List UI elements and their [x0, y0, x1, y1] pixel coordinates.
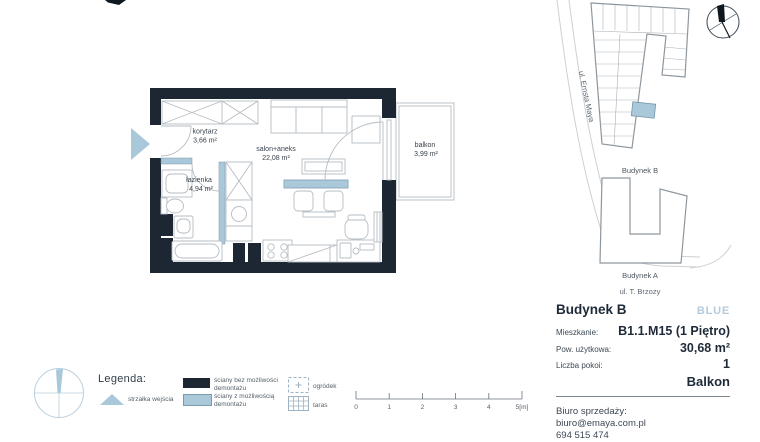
room-label-salon: salon+aneks [256, 146, 296, 153]
floor-plan [125, 82, 460, 278]
info-stage-badge: BLUE [696, 305, 730, 317]
map-label-budynek-b: Budynek B [621, 166, 659, 175]
washbasin [174, 216, 193, 238]
legend-fixed-wall-swatch [183, 378, 210, 388]
street-label-brzozy: ul. T. Brzozy [619, 287, 661, 296]
legend-removable-wall-swatch [183, 394, 212, 406]
unit-info-panel [556, 302, 730, 442]
sales-office-email: biuro@emaya.com.pl [556, 417, 646, 429]
building-a-outline [600, 178, 687, 263]
legend-title: Legenda: [98, 373, 147, 385]
sofa [271, 100, 347, 133]
legend-garden-icon [288, 377, 309, 393]
legend-entrance-arrow-label: strzałka wejścia [128, 396, 174, 403]
bathtub [172, 241, 222, 261]
info-row-pokoje [556, 357, 730, 371]
scale-tick-2: 2 [420, 404, 425, 411]
sideboard [302, 159, 345, 174]
kitchen-counter [226, 200, 252, 241]
room-area-korytarz: 3,66 m² [193, 137, 217, 145]
info-row-label: Pow. użytkowa: [556, 344, 612, 354]
bed [288, 245, 337, 262]
site-map [545, 0, 760, 300]
room-area-balkon: 3,99 m² [414, 151, 438, 158]
legend-entrance-arrow-icon [99, 393, 125, 406]
sales-office-phone: 694 515 474 [556, 430, 609, 442]
info-row-mieszkanie [556, 324, 730, 338]
chairs [294, 191, 343, 217]
wardrobe [162, 101, 258, 124]
entrance-door [161, 126, 191, 156]
map-label-budynek-a: Budynek A [622, 271, 658, 280]
room-area-lazienka: 4,94 m² [189, 186, 213, 193]
scale-tick-3: 3 [453, 404, 458, 411]
info-divider [556, 396, 730, 397]
legend-garden-label: ogródek [313, 383, 337, 390]
north-arrow-icon [707, 4, 739, 38]
armchair [352, 116, 380, 143]
legend-terrace-label: taras [313, 402, 328, 409]
info-row-label: Liczba pokoi: [556, 361, 603, 371]
toilet [161, 198, 184, 214]
sales-office-label: Biuro sprzedaży: [556, 405, 627, 417]
room-label-korytarz: korytarz [192, 128, 218, 136]
street-label-ernsta-maya: ul. Ernsta Maya [576, 70, 597, 123]
info-row-label: Mieszkanie: [556, 328, 599, 337]
info-building-title: Budynek B [556, 302, 627, 317]
scale-tick-0: 0 [354, 404, 358, 411]
logo-fragment [100, 0, 132, 8]
legend-compass-icon [33, 367, 87, 421]
info-row-balkon [556, 374, 730, 389]
scale-bar [350, 386, 530, 414]
legend-terrace-icon [288, 396, 309, 411]
info-row-value: 30,68 m² [679, 340, 730, 355]
highlighted-unit [631, 102, 655, 118]
info-row-value: Balkon [686, 373, 730, 389]
info-row-value: 1 [723, 357, 730, 372]
room-label-lazienka: łazienka [186, 177, 212, 184]
info-row-powierzchnia [556, 341, 730, 355]
scale-tick-4: 4 [486, 404, 491, 411]
room-area-salon: 22,08 m² [262, 155, 290, 162]
legend-removable-wall-label: ściany z możliwością demontażu [214, 393, 275, 408]
info-row-value: B1.1.M15 (1 Piętro) [618, 324, 730, 338]
dining-table [284, 180, 348, 188]
legend-fixed-wall-label: ściany bez możliwości demontażu [214, 377, 278, 392]
scale-tick-5: 5[m] [515, 404, 529, 411]
scale-tick-1: 1 [387, 404, 392, 411]
room-label-balkon: balkon [414, 142, 436, 149]
radiator [374, 212, 382, 242]
entrance-arrow-icon [131, 128, 150, 160]
desk [337, 215, 380, 262]
building-b-outline [591, 3, 689, 148]
kitchen-cabinet [226, 162, 252, 200]
